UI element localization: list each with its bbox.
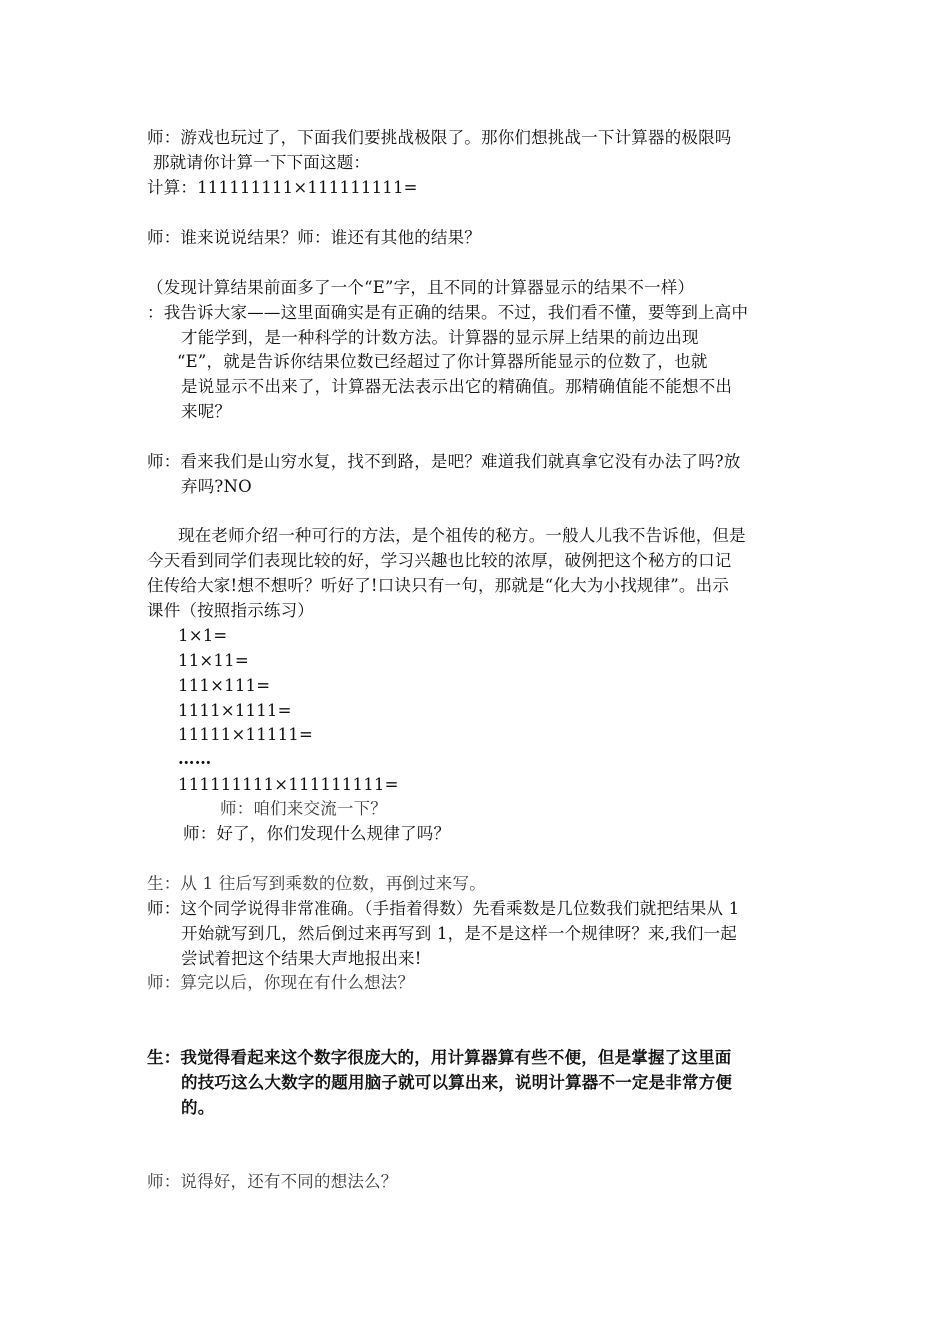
exercise-item: 111111111×111111111=: [178, 775, 399, 794]
teacher-confirm-line3: 尝试着把这个结果大声地报出来!: [181, 949, 422, 968]
student-reflection-line2: 的技巧这么大数字的题用脑子就可以算出来，说明计算器不一定是非常方便: [181, 1073, 733, 1092]
method-paragraph-line1: 现在老师介绍一种可行的方法，是个祖传的秘方。一般人儿我不告诉他，但是: [178, 526, 746, 545]
calc-problem: 计算：111111111×111111111=: [147, 178, 418, 197]
teacher-line-challenge-cont: 那就请你计算一下下面这题：: [153, 153, 371, 172]
teacher-confirm-line1: 师：这个同学说得非常准确。（手指着得数）先看乘数是几位数我们就把结果从 1: [147, 899, 740, 918]
observation-note: （发现计算结果前面多了一个“E”字，且不同的计算器显示的结果不一样）: [147, 278, 695, 297]
student-reflection-line1: 生：我觉得看起来这个数字很庞大的，用计算器算有些不便，但是掌握了这里面: [147, 1048, 732, 1067]
teacher-giveup-line1: 师：看来我们是山穷水复，找不到路，是吧？难道我们就真拿它没有办法了吗?放: [147, 452, 741, 471]
method-paragraph-line2: 今天看到同学们表现比较的好，学习兴趣也比较的浓厚，破例把这个秘方的口记: [147, 551, 732, 570]
teacher-explanation-line4: 是说显示不出来了，计算器无法表示出它的精确值。那精确值能不能想不出: [181, 377, 733, 396]
teacher-explanation-line5: 来呢？: [181, 402, 232, 421]
teacher-exchange: 师：咱们来交流一下？: [220, 799, 387, 818]
exercise-item: 1×1=: [178, 626, 228, 645]
exercise-ellipsis: ……: [178, 749, 212, 768]
exercise-item: 1111×1111=: [178, 701, 292, 720]
teacher-ask-thoughts: 师：算完以后，你现在有什么想法？: [147, 973, 415, 992]
teacher-explanation-line2: 才能学到，是一种科学的计数方法。计算器的显示屏上结果的前边出现: [181, 328, 699, 347]
teacher-explanation-line1: ：我告诉大家——这里面确实是有正确的结果。不过，我们看不懂，要等到上高中: [147, 303, 749, 322]
teacher-pattern-question: 师：好了，你们发现什么规律了吗？: [183, 824, 451, 843]
method-paragraph-line3: 住传给大家!想不想听？听好了!口诀只有一句，那就是“化大为小找规律”。出示: [147, 576, 730, 595]
exercise-item: 111×111=: [178, 676, 271, 695]
teacher-line-challenge: 师：游戏也玩过了，下面我们要挑战极限了。那你们想挑战一下计算器的极限吗: [147, 128, 732, 147]
exercise-item: 11111×11111=: [178, 725, 314, 744]
teacher-question-results: 师：谁来说说结果？师：谁还有其他的结果？: [147, 228, 481, 247]
teacher-giveup-line2: 弃吗?NO: [181, 477, 252, 496]
teacher-explanation-line3: “E”，就是告诉你结果位数已经超过了你计算器所能显示的位数了，也就: [177, 352, 708, 371]
method-paragraph-line4: 课件（按照指示练习）: [147, 601, 314, 620]
student-reflection-line3: 的。: [181, 1098, 215, 1117]
teacher-confirm-line2: 开始就写到几，然后倒过来再写到 1，是不是这样一个规律呀？来,我们一起: [181, 924, 737, 943]
exercise-item: 11×11=: [178, 651, 249, 670]
teacher-closing-question: 师：说得好，还有不同的想法么？: [147, 1172, 398, 1191]
student-answer-pattern: 生：从 1 往后写到乘数的位数，再倒过来写。: [147, 874, 486, 893]
